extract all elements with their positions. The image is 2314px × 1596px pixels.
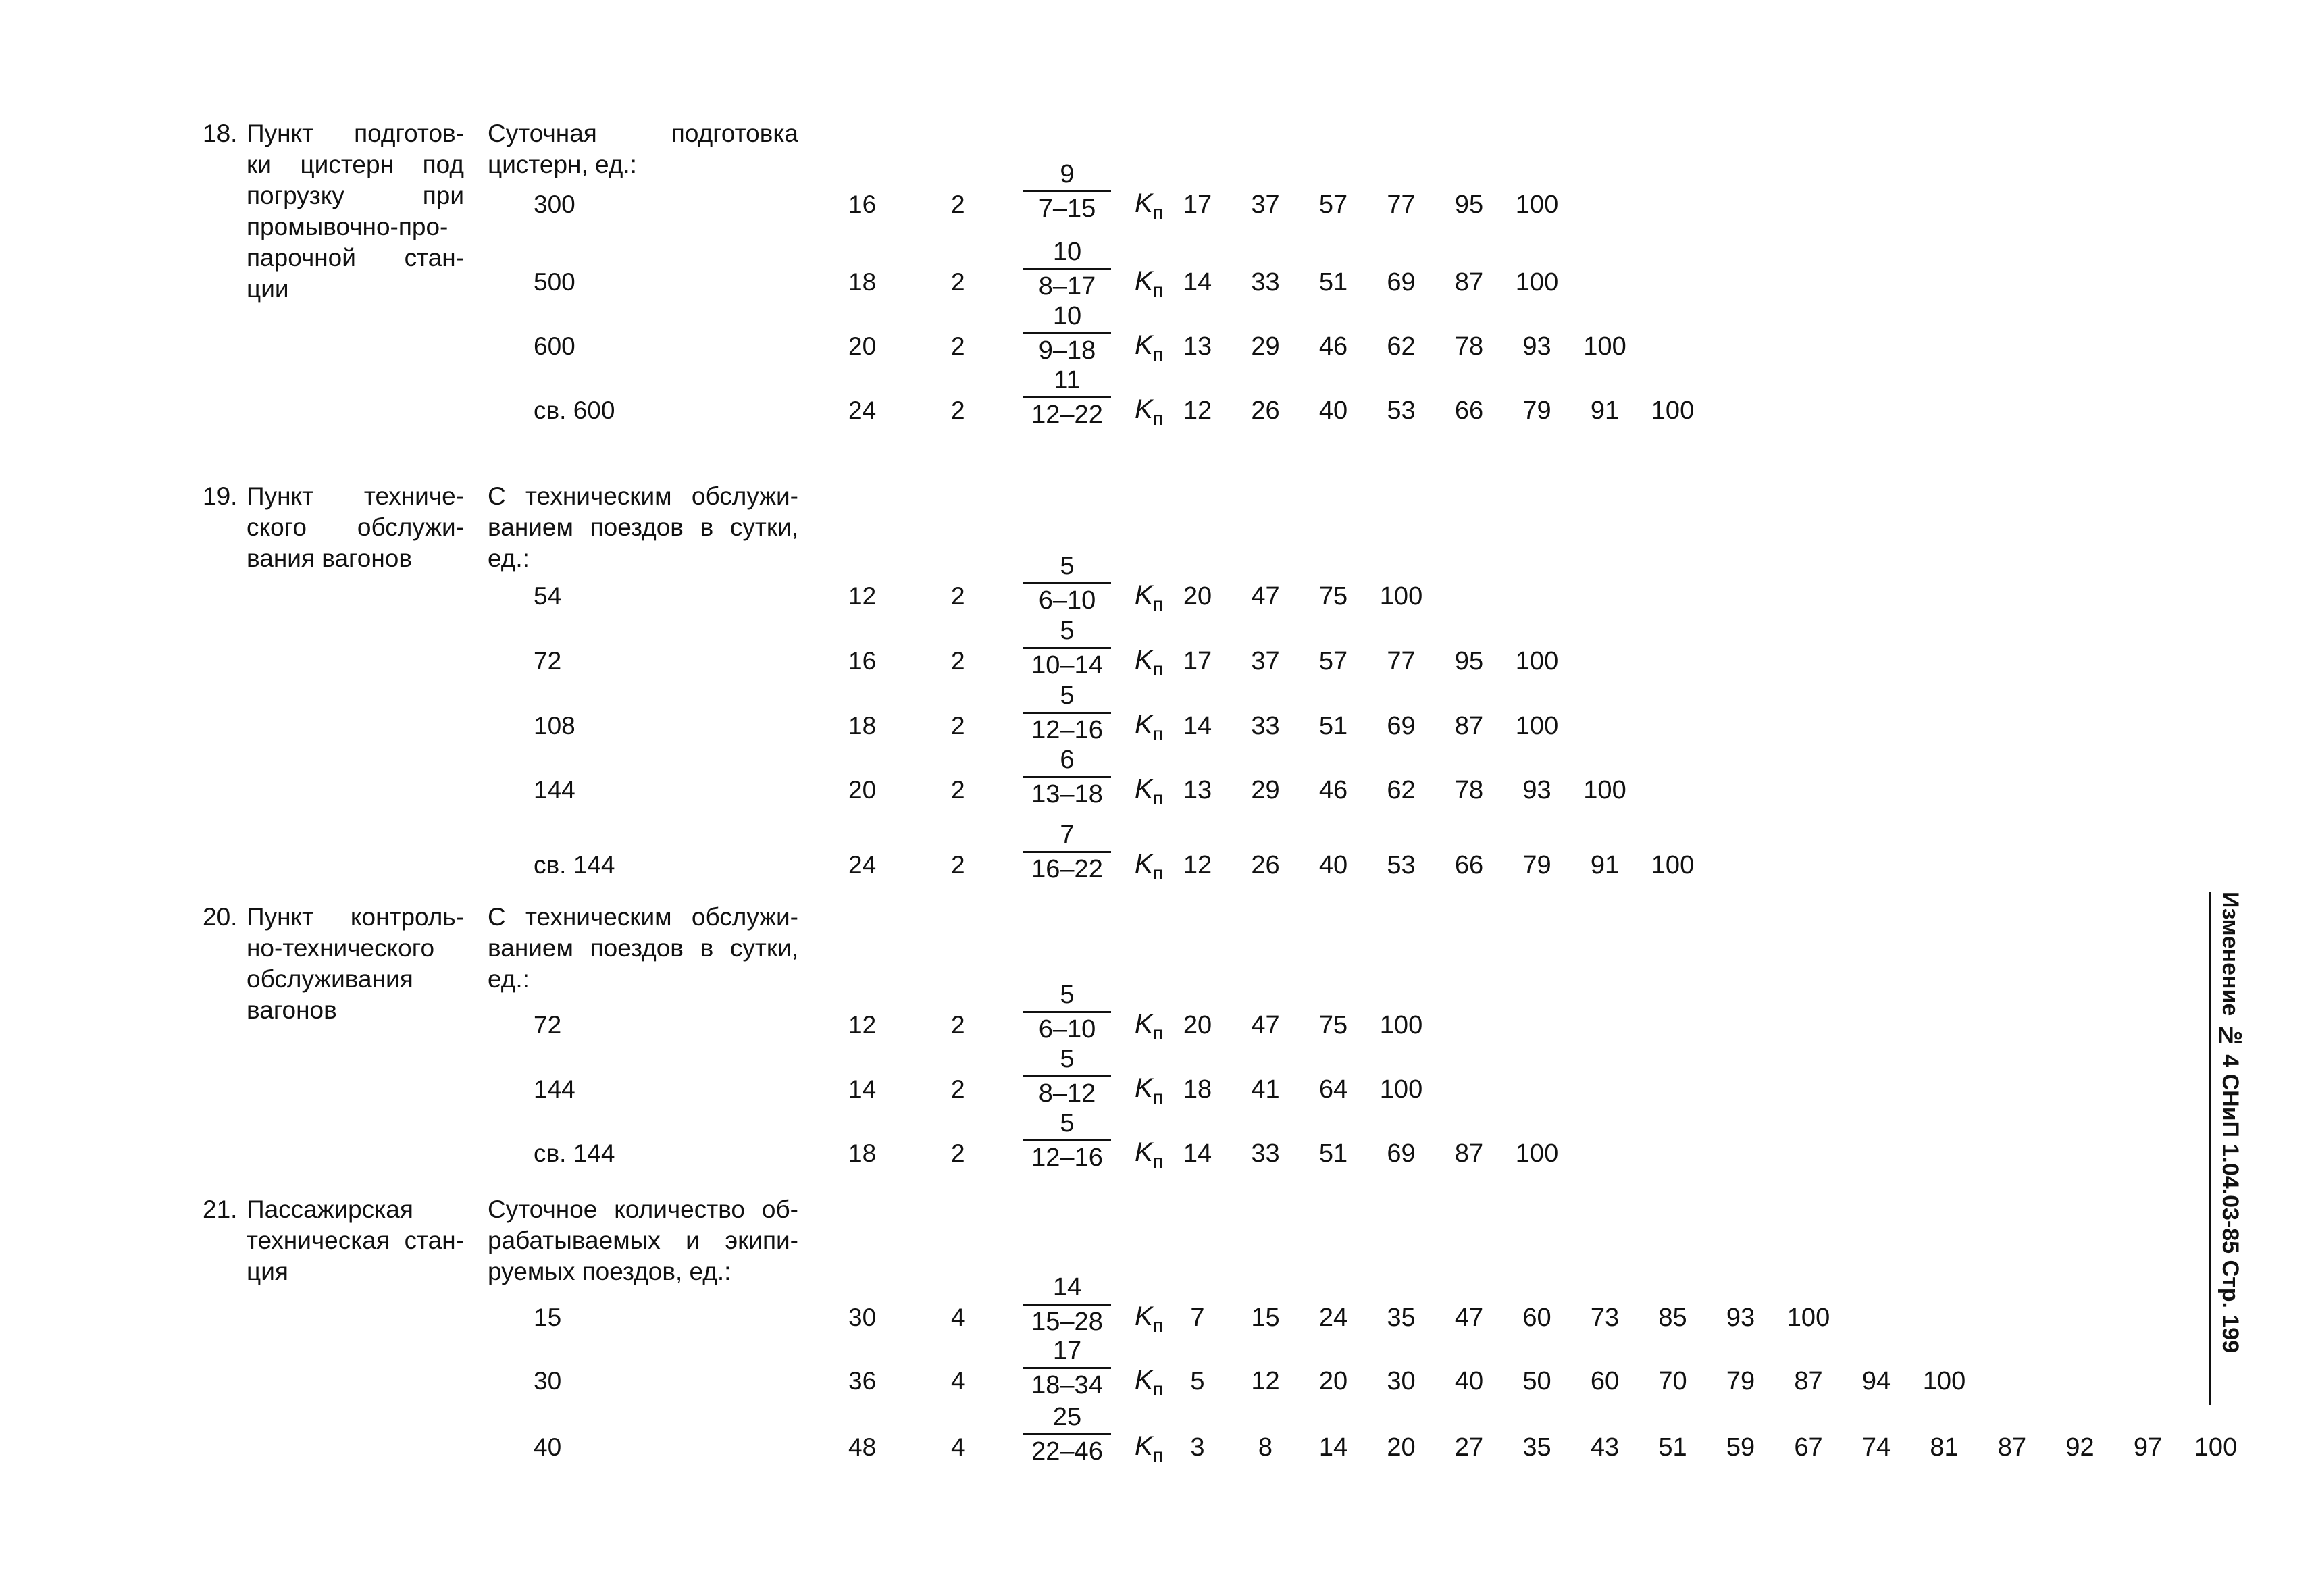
item-name-line: вагонов	[247, 996, 337, 1024]
row-percent-value: 78	[1454, 332, 1484, 361]
fraction-bar	[1023, 396, 1111, 398]
fraction-bar	[1023, 712, 1111, 714]
item-name-line: погрузку при	[247, 182, 464, 209]
item-description-line: ед.:	[488, 965, 530, 993]
row-fraction	[1023, 551, 1111, 615]
fraction-bar	[1023, 582, 1111, 584]
coefficient-kp-symbol: $K_п$	[1135, 1009, 1163, 1044]
row-percent-value: 73	[1590, 1304, 1620, 1332]
row-value-a: 20	[848, 776, 877, 804]
fraction-numerator: 25	[1052, 1403, 1082, 1431]
fraction-numerator: 5	[1060, 552, 1075, 580]
fraction-bar	[1023, 332, 1111, 334]
row-percent-value: 77	[1387, 190, 1416, 219]
row-percent-value: 100	[1515, 190, 1559, 219]
row-percent-value: 100	[1651, 396, 1695, 425]
item-name-line: ции	[247, 275, 289, 303]
fraction-numerator: 14	[1052, 1273, 1082, 1302]
fraction-numerator: 6	[1060, 746, 1075, 774]
row-fraction	[1023, 237, 1111, 301]
row-percent-value: 75	[1318, 1011, 1348, 1039]
row-percent-value: 57	[1318, 190, 1348, 219]
row-percent-value: 51	[1318, 712, 1348, 740]
coefficient-kp-symbol: $K_п$	[1135, 1073, 1163, 1108]
row-percent-value: 69	[1387, 1139, 1416, 1168]
row-percent-value: 100	[1379, 1075, 1423, 1104]
row-percent-value: 15	[1251, 1304, 1280, 1332]
item-description-line: ванием поездов в сутки,	[488, 513, 798, 541]
fraction-numerator: 5	[1060, 1045, 1075, 1073]
row-value-b: 2	[951, 1075, 965, 1103]
row-percent-value: 100	[1515, 712, 1559, 740]
coefficient-kp-symbol: $K_п$	[1135, 1365, 1163, 1399]
row-percent-value: 14	[1183, 1139, 1212, 1168]
fraction-bar	[1023, 851, 1111, 853]
fraction-numerator: 5	[1060, 981, 1075, 1009]
fraction-numerator: 5	[1060, 1109, 1075, 1137]
row-percent-value: 37	[1251, 190, 1280, 219]
item-number: 19.	[203, 482, 238, 510]
row-value-b: 2	[951, 332, 965, 360]
row-parameter: 500	[534, 268, 575, 296]
item-name-line: техническая стан-	[247, 1227, 464, 1254]
row-percent-value: 51	[1318, 1139, 1348, 1168]
row-value-a: 20	[848, 332, 877, 360]
row-percent-value: 59	[1726, 1433, 1755, 1462]
row-value-a: 36	[848, 1367, 877, 1395]
row-percent-value: 97	[2133, 1433, 2163, 1462]
coefficient-kp-symbol: $K_п$	[1135, 188, 1163, 223]
row-percent-value: 13	[1183, 776, 1212, 804]
row-percent-value: 100	[1379, 582, 1423, 611]
row-parameter: 15	[534, 1304, 562, 1331]
row-value-a: 18	[848, 268, 877, 296]
side-caption-text: Изменение № 4 СНиП 1.04.03-85 Стр. 199	[2217, 892, 2243, 1354]
row-percent-value: 13	[1183, 332, 1212, 361]
row-parameter: 144	[534, 776, 575, 804]
row-percent-value: 100	[1515, 1139, 1559, 1168]
row-percent-value: 3	[1190, 1433, 1205, 1462]
row-fraction	[1023, 159, 1111, 224]
row-percent-value: 20	[1183, 582, 1212, 611]
row-percent-value: 18	[1183, 1075, 1212, 1104]
row-percent-value: 81	[1930, 1433, 1959, 1462]
row-percent-value: 75	[1318, 582, 1348, 611]
row-fraction	[1023, 1044, 1111, 1108]
row-percent-value: 33	[1251, 1139, 1280, 1168]
row-percent-value: 62	[1387, 776, 1416, 804]
row-percent-value: 78	[1454, 776, 1484, 804]
row-percent-value: 95	[1454, 190, 1484, 219]
row-percent-value: 47	[1251, 582, 1280, 611]
row-value-a: 30	[848, 1304, 877, 1331]
row-percent-value: 100	[1379, 1011, 1423, 1039]
row-percent-value: 66	[1454, 396, 1484, 425]
row-percent-value: 17	[1183, 190, 1212, 219]
row-percent-value: 64	[1318, 1075, 1348, 1104]
item-description-line: руемых поездов, ед.:	[488, 1258, 731, 1285]
row-value-b: 2	[951, 190, 965, 218]
row-percent-value: 35	[1387, 1304, 1416, 1332]
row-percent-value: 93	[1726, 1304, 1755, 1332]
coefficient-kp-symbol: $K_п$	[1135, 710, 1163, 744]
row-percent-value: 40	[1318, 851, 1348, 879]
side-caption	[2209, 892, 2256, 1405]
row-percent-value: 43	[1590, 1433, 1620, 1462]
fraction-bar	[1023, 1075, 1111, 1077]
row-percent-value: 100	[1515, 268, 1559, 297]
row-parameter: св. 144	[534, 1139, 615, 1167]
row-percent-value: 87	[1997, 1433, 2027, 1462]
row-percent-value: 8	[1258, 1433, 1273, 1462]
row-percent-value: 100	[1651, 851, 1695, 879]
row-percent-value: 47	[1454, 1304, 1484, 1332]
item-description-line: С техническим обслужи-	[488, 903, 798, 931]
row-percent-value: 100	[1922, 1367, 1966, 1395]
row-value-a: 48	[848, 1433, 877, 1461]
coefficient-kp-symbol: $K_п$	[1135, 580, 1163, 615]
row-percent-value: 35	[1522, 1433, 1551, 1462]
row-percent-value: 69	[1387, 712, 1416, 740]
row-fraction	[1023, 301, 1111, 365]
item-description-line: цистерн, ед.:	[488, 151, 637, 178]
row-value-a: 18	[848, 1139, 877, 1167]
fraction-numerator: 10	[1052, 238, 1082, 266]
row-percent-value: 91	[1590, 396, 1620, 425]
coefficient-kp-symbol: $K_п$	[1135, 330, 1163, 365]
item-name-line: промывочно-про-	[247, 213, 448, 240]
item-description-line: С техническим обслужи-	[488, 482, 798, 510]
row-percent-value: 95	[1454, 647, 1484, 675]
row-percent-value: 14	[1318, 1433, 1348, 1462]
row-percent-value: 46	[1318, 776, 1348, 804]
row-fraction	[1023, 980, 1111, 1044]
fraction-denominator: 18–34	[1031, 1371, 1103, 1399]
item-description-line: ванием поездов в сутки,	[488, 934, 798, 962]
row-percent-value: 29	[1251, 332, 1280, 361]
row-percent-value: 51	[1318, 268, 1348, 297]
row-percent-value: 87	[1454, 1139, 1484, 1168]
row-value-b: 2	[951, 1139, 965, 1167]
row-fraction	[1023, 820, 1111, 884]
row-fraction	[1023, 616, 1111, 680]
fraction-denominator: 6–10	[1038, 1015, 1096, 1044]
fraction-bar	[1023, 268, 1111, 270]
side-rule	[2209, 892, 2211, 1405]
row-percent-value: 60	[1522, 1304, 1551, 1332]
row-percent-value: 66	[1454, 851, 1484, 879]
coefficient-kp-symbol: $K_п$	[1135, 1302, 1163, 1336]
fraction-numerator: 5	[1060, 681, 1075, 710]
item-name-line: Пункт подготов-	[247, 120, 464, 147]
row-percent-value: 20	[1318, 1367, 1348, 1395]
fraction-bar	[1023, 1011, 1111, 1013]
item-name-line: обслуживания	[247, 965, 413, 993]
row-percent-value: 20	[1183, 1011, 1212, 1039]
row-percent-value: 100	[2194, 1433, 2238, 1462]
row-percent-value: 27	[1454, 1433, 1484, 1462]
row-percent-value: 14	[1183, 712, 1212, 740]
row-parameter: 600	[534, 332, 575, 360]
row-value-b: 2	[951, 396, 965, 424]
row-percent-value: 79	[1522, 851, 1551, 879]
row-percent-value: 30	[1387, 1367, 1416, 1395]
item-name-line: ского обслужи-	[247, 513, 464, 541]
fraction-denominator: 12–16	[1031, 716, 1103, 744]
row-percent-value: 60	[1590, 1367, 1620, 1395]
fraction-numerator: 7	[1060, 821, 1075, 849]
item-number: 21.	[203, 1195, 238, 1223]
row-percent-value: 77	[1387, 647, 1416, 675]
coefficient-kp-symbol: $K_п$	[1135, 394, 1163, 429]
row-percent-value: 87	[1794, 1367, 1823, 1395]
row-percent-value: 79	[1726, 1367, 1755, 1395]
row-percent-value: 79	[1522, 396, 1551, 425]
item-description-line: Суточное количество об-	[488, 1195, 798, 1223]
row-percent-value: 40	[1454, 1367, 1484, 1395]
row-percent-value: 53	[1387, 851, 1416, 879]
fraction-bar	[1023, 190, 1111, 192]
row-percent-value: 12	[1183, 851, 1212, 879]
row-percent-value: 41	[1251, 1075, 1280, 1104]
row-value-b: 4	[951, 1433, 965, 1461]
fraction-denominator: 15–28	[1031, 1308, 1103, 1336]
row-percent-value: 24	[1318, 1304, 1348, 1332]
fraction-denominator: 8–17	[1038, 272, 1096, 301]
row-percent-value: 91	[1590, 851, 1620, 879]
row-percent-value: 62	[1387, 332, 1416, 361]
item-name-line: ция	[247, 1258, 288, 1285]
coefficient-kp-symbol: $K_п$	[1135, 1431, 1163, 1466]
item-name-line: но-технического	[247, 934, 435, 962]
item-name-line: вания вагонов	[247, 544, 412, 572]
row-percent-value: 17	[1183, 647, 1212, 675]
fraction-denominator: 7–15	[1038, 195, 1096, 223]
fraction-denominator: 12–22	[1031, 401, 1103, 429]
item-name-line: Пункт контроль-	[247, 903, 464, 931]
coefficient-kp-symbol: $K_п$	[1135, 849, 1163, 883]
row-parameter: св. 144	[534, 851, 615, 879]
coefficient-kp-symbol: $K_п$	[1135, 266, 1163, 301]
row-parameter: 30	[534, 1367, 562, 1395]
item-description-line: ед.:	[488, 544, 530, 572]
item-name-line: Пункт техниче-	[247, 482, 464, 510]
fraction-denominator: 8–12	[1038, 1079, 1096, 1108]
row-value-a: 24	[848, 396, 877, 424]
row-parameter: 72	[534, 647, 562, 675]
fraction-denominator: 13–18	[1031, 780, 1103, 808]
row-value-b: 2	[951, 712, 965, 740]
row-value-a: 24	[848, 851, 877, 879]
row-percent-value: 37	[1251, 647, 1280, 675]
row-percent-value: 93	[1522, 776, 1551, 804]
row-percent-value: 50	[1522, 1367, 1551, 1395]
row-percent-value: 26	[1251, 396, 1280, 425]
row-value-a: 12	[848, 582, 877, 610]
row-percent-value: 100	[1786, 1304, 1830, 1332]
row-value-b: 2	[951, 1011, 965, 1039]
row-parameter: 72	[534, 1011, 562, 1039]
row-percent-value: 20	[1387, 1433, 1416, 1462]
row-parameter: св. 600	[534, 396, 615, 424]
row-value-b: 2	[951, 268, 965, 296]
row-value-b: 2	[951, 582, 965, 610]
row-percent-value: 74	[1861, 1433, 1891, 1462]
row-fraction	[1023, 1108, 1111, 1173]
item-description-line: Суточная подготовка	[488, 120, 798, 147]
row-percent-value: 57	[1318, 647, 1348, 675]
item-name-line: Пассажирская	[247, 1195, 413, 1223]
row-percent-value: 12	[1251, 1367, 1280, 1395]
row-parameter: 300	[534, 190, 575, 218]
item-name-line: ки цистерн под	[247, 151, 464, 178]
row-percent-value: 29	[1251, 776, 1280, 804]
row-value-b: 4	[951, 1304, 965, 1331]
row-value-a: 18	[848, 712, 877, 740]
fraction-bar	[1023, 1367, 1111, 1369]
row-parameter: 54	[534, 582, 562, 610]
row-value-b: 4	[951, 1367, 965, 1395]
row-percent-value: 47	[1251, 1011, 1280, 1039]
row-fraction	[1023, 1402, 1111, 1466]
row-percent-value: 87	[1454, 712, 1484, 740]
row-percent-value: 46	[1318, 332, 1348, 361]
row-percent-value: 12	[1183, 396, 1212, 425]
coefficient-kp-symbol: $K_п$	[1135, 645, 1163, 679]
fraction-denominator: 16–22	[1031, 855, 1103, 883]
row-fraction	[1023, 1336, 1111, 1400]
fraction-denominator: 22–46	[1031, 1437, 1103, 1466]
item-name-line: парочной стан-	[247, 244, 464, 272]
fraction-denominator: 12–16	[1031, 1143, 1103, 1172]
row-fraction	[1023, 745, 1111, 809]
row-fraction	[1023, 681, 1111, 745]
row-percent-value: 7	[1190, 1304, 1205, 1332]
row-fraction	[1023, 365, 1111, 430]
row-percent-value: 100	[1583, 776, 1626, 804]
item-number: 18.	[203, 120, 238, 147]
row-percent-value: 70	[1658, 1367, 1687, 1395]
row-percent-value: 92	[2065, 1433, 2094, 1462]
row-value-b: 2	[951, 851, 965, 879]
fraction-numerator: 10	[1052, 302, 1082, 330]
row-percent-value: 87	[1454, 268, 1484, 297]
row-value-a: 12	[848, 1011, 877, 1039]
fraction-bar	[1023, 1139, 1111, 1141]
row-value-a: 16	[848, 647, 877, 675]
fraction-numerator: 5	[1060, 617, 1075, 645]
row-value-a: 14	[848, 1075, 877, 1103]
row-parameter: 108	[534, 712, 575, 740]
item-description-line: рабатываемых и экипи-	[488, 1227, 798, 1254]
row-percent-value: 69	[1387, 268, 1416, 297]
item-number: 20.	[203, 903, 238, 931]
row-fraction	[1023, 1272, 1111, 1337]
row-percent-value: 53	[1387, 396, 1416, 425]
row-value-a: 16	[848, 190, 877, 218]
row-percent-value: 67	[1794, 1433, 1823, 1462]
row-percent-value: 51	[1658, 1433, 1687, 1462]
row-percent-value: 5	[1190, 1367, 1205, 1395]
row-percent-value: 94	[1861, 1367, 1891, 1395]
coefficient-kp-symbol: $K_п$	[1135, 774, 1163, 808]
fraction-numerator: 17	[1052, 1337, 1082, 1365]
row-percent-value: 14	[1183, 268, 1212, 297]
row-parameter: 144	[534, 1075, 575, 1103]
fraction-bar	[1023, 1433, 1111, 1435]
fraction-bar	[1023, 776, 1111, 778]
row-value-b: 2	[951, 776, 965, 804]
row-percent-value: 33	[1251, 712, 1280, 740]
row-percent-value: 33	[1251, 268, 1280, 297]
row-parameter: 40	[534, 1433, 562, 1461]
fraction-numerator: 11	[1054, 366, 1081, 394]
row-percent-value: 100	[1583, 332, 1626, 361]
fraction-bar	[1023, 1304, 1111, 1306]
fraction-denominator: 6–10	[1038, 586, 1096, 615]
row-value-b: 2	[951, 647, 965, 675]
fraction-denominator: 9–18	[1038, 336, 1096, 365]
row-percent-value: 100	[1515, 647, 1559, 675]
row-percent-value: 85	[1658, 1304, 1687, 1332]
row-percent-value: 93	[1522, 332, 1551, 361]
fraction-bar	[1023, 647, 1111, 649]
row-percent-value: 26	[1251, 851, 1280, 879]
fraction-denominator: 10–14	[1031, 651, 1103, 679]
coefficient-kp-symbol: $K_п$	[1135, 1137, 1163, 1172]
fraction-numerator: 9	[1060, 160, 1075, 188]
row-percent-value: 40	[1318, 396, 1348, 425]
